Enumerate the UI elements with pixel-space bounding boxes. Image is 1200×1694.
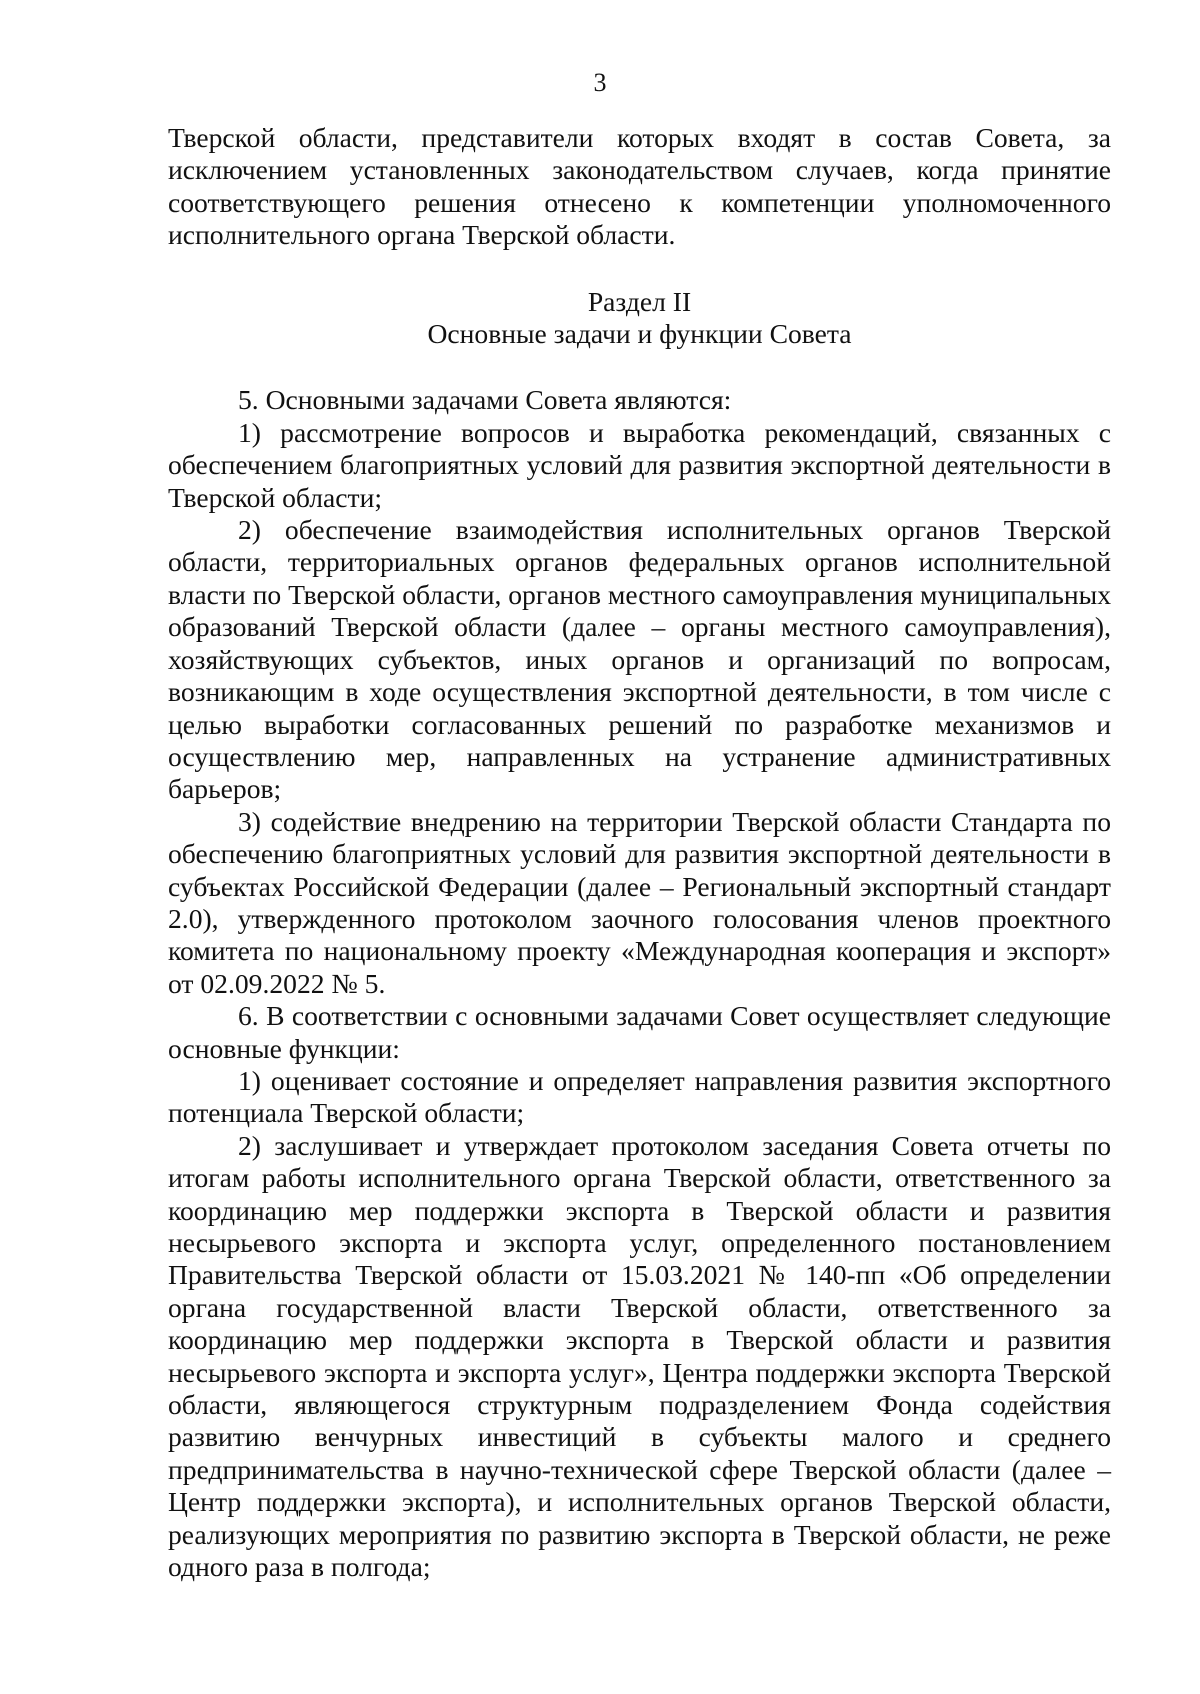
document-body <box>168 122 1111 1583</box>
paragraph-function-1: 1) оценивает состояние и определяет направления развития экспортного потенциала Тверской области; <box>168 1064 1111 1129</box>
section-heading <box>168 286 1111 351</box>
paragraph-task-2: 2) обеспечение взаимодействия исполнительных органов Тверской области, территориальных органов федеральных органов исполнительной власти по Тверской области, органов местного самоуправления муниципальных образований Тверской области (далее – органы местного самоуправления), хозяйствующих субъектов, иных органов и организаций по вопросам, возникающим в ходе осуществления экспортной деятельности, в том числе с целью выработки согласованных решений по разработке механизмов и осуществлению мер, направленных на устранение административных барьеров; <box>168 514 1111 805</box>
section-number: Раздел II <box>587 285 692 317</box>
page-number: 3 <box>593 68 607 97</box>
paragraph-task-3: 3) содействие внедрению на территории Тверской области Стандарта по обеспечению благоприятных условий для развития экспортной деятельности в субъектах Российской Федерации (далее – Региональный экспортный стандарт 2.0), утвержденного протоколом заочного голосования членов проектного комитета по национальному проекту «Международная кооперация и экспорт» от 02.09.2022 № 5. <box>168 805 1111 999</box>
paragraph-task-1: 1) рассмотрение вопросов и выработка рекомендаций, связанных с обеспечением благоприятных условий для развития экспортной деятельности в Тверской области; <box>168 416 1111 513</box>
paragraph-functions-intro: 6. В соответствии с основными задачами Совет осуществляет следующие основные функции: <box>168 1000 1111 1064</box>
section-title: Основные задачи и функции Совета <box>427 318 852 350</box>
intro-paragraph: Тверской области, представители которых входят в состав Совета, за исключением установленных законодательством случаев, когда принятие соответствующего решения отнесено к компетенции уполномоченного исполнительного органа Тверской области. <box>168 122 1111 251</box>
paragraph-tasks-intro: 5. Основными задачами Совета являются: <box>238 384 732 416</box>
paragraph-function-2: 2) заслушивает и утверждает протоколом заседания Совета отчеты по итогам работы исполнительного органа Тверской области, ответственного за координацию мер поддержки экспорта в Тверской области и развития несырьевого экспорта и экспорта услуг, определенного постановлением Правительства Тверской области от 15.03.2021 № 140-пп «Об определении органа государственной власти Тверской области, ответственного за координацию мер поддержки экспорта в Тверской области и развития несырьевого экспорта и экспорта услуг», Центра поддержки экспорта Тверской области, являющегося структурным подразделением Фонда содействия развитию венчурных инвестиций в субъекты малого и среднего предпринимательства в научно-технической сфере Тверской области (далее – Центр поддержки экспорта), и исполнительных органов Тверской области, реализующих мероприятия по развитию экспорта в Тверской области, не реже одного раза в полгода; <box>168 1129 1111 1583</box>
